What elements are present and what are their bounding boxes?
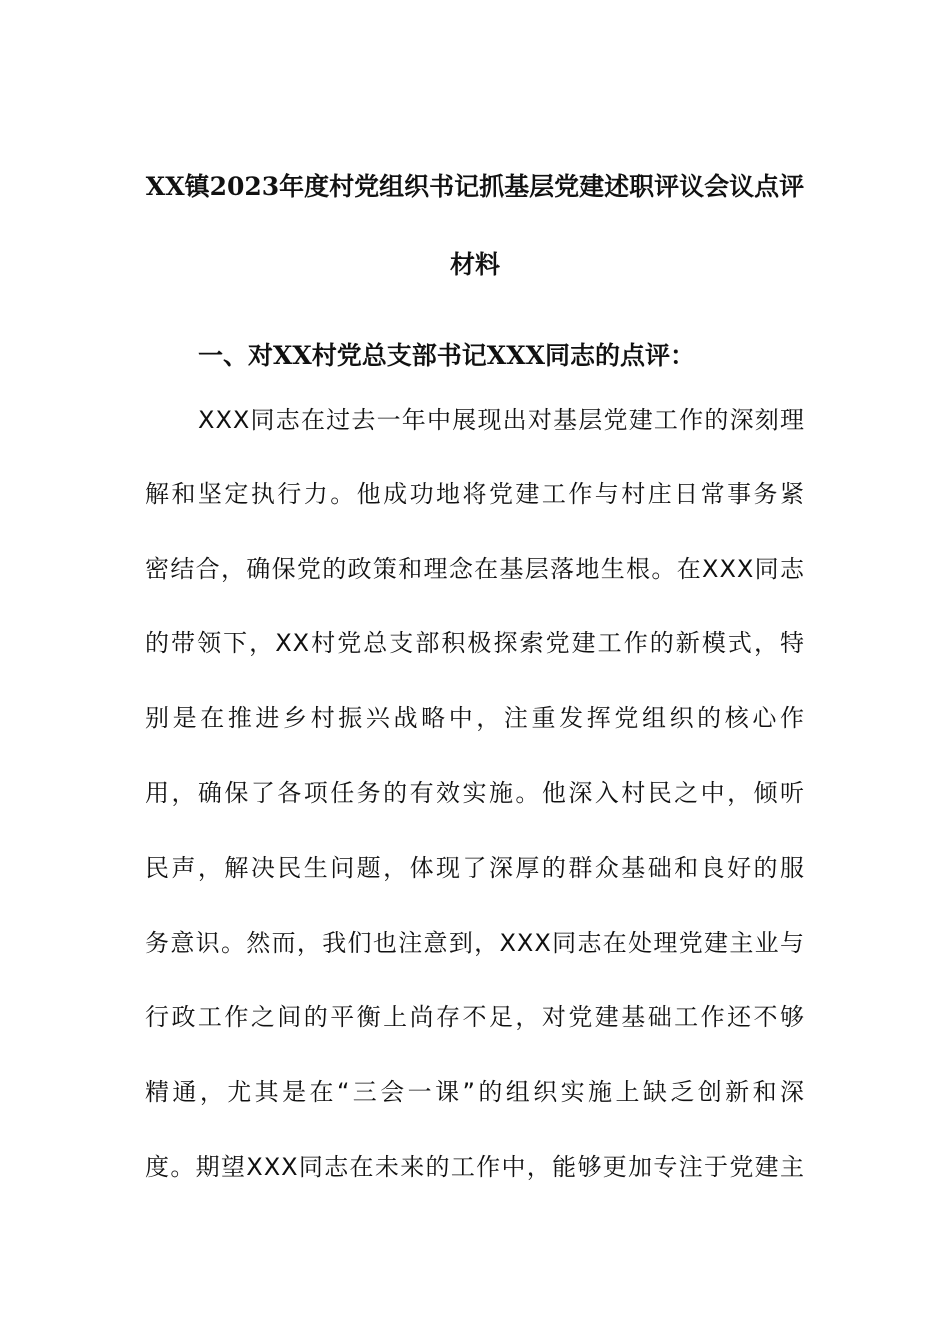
document-title-line-1: XX镇2023年度村党组织书记抓基层党建述职评议会议点评 — [145, 172, 805, 201]
paragraph-line: 民声，解决民生问题，体现了深厚的群众基础和良好的服 — [145, 854, 805, 882]
paragraph-line: 的带领下，XX村党总支部积极探索党建工作的新模式，特 — [145, 629, 805, 657]
paragraph-line: 别是在推进乡村振兴战略中，注重发挥党组织的核心作 — [145, 704, 805, 732]
section-heading: 一、对XX村党总支部书记XXX同志的点评： — [198, 341, 695, 370]
paragraph-line: 解和坚定执行力。他成功地将党建工作与村庄日常事务紧 — [145, 480, 805, 508]
document-title-line-2: 材料 — [449, 250, 500, 279]
paragraph-line: 用，确保了各项任务的有效实施。他深入村民之中，倾听 — [145, 779, 805, 807]
paragraph-line: XXX同志在过去一年中展现出对基层党建工作的深刻理 — [198, 406, 805, 434]
paragraph-line: 密结合，确保党的政策和理念在基层落地生根。在XXX同志 — [145, 555, 805, 583]
paragraph-line: 务意识。然而，我们也注意到，XXX同志在处理党建主业与 — [145, 929, 805, 957]
paragraph-line: 精通，尤其是在“三会一课”的组织实施上缺乏创新和深 — [145, 1078, 805, 1106]
paragraph-line: 度。期望XXX同志在未来的工作中，能够更加专注于党建主 — [145, 1153, 805, 1181]
paragraph-line: 行政工作之间的平衡上尚存不足，对党建基础工作还不够 — [145, 1003, 805, 1031]
